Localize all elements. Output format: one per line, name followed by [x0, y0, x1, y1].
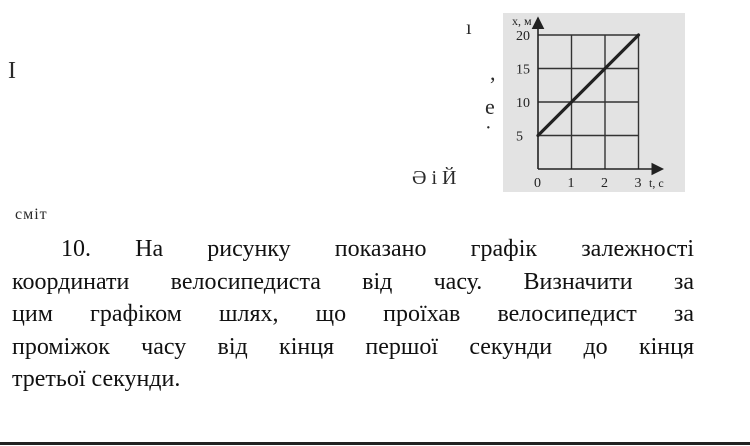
scan-artifact-letter: е [485, 94, 495, 119]
graph-axes [538, 18, 663, 169]
bottom-rule [0, 442, 750, 445]
x-tick-label: 1 [567, 176, 575, 191]
graph-tick-labels [516, 29, 642, 191]
scan-artifact-comma: , [490, 60, 496, 85]
x-tick-label: 0 [534, 176, 541, 191]
position-time-line [538, 35, 639, 136]
problem-line-4: проміжок часу від кінця першої секунди до кінця [12, 333, 694, 360]
scan-artifact-fragment: Ə і Й [412, 167, 457, 189]
y-tick-label: 5 [516, 129, 523, 145]
scan-artifact-mark-top: ı [466, 17, 472, 39]
data-point [571, 101, 573, 103]
x-axis-label: t, с [649, 176, 664, 190]
problem-line-1: 10. На рисунку показано графік залежності [61, 236, 694, 262]
y-tick-label: 20 [516, 29, 530, 44]
problem-text [12, 233, 694, 396]
coordinate-time-graph [503, 13, 685, 192]
y-axis-label: x, м [512, 14, 532, 28]
graph-grid [538, 35, 639, 169]
y-tick-label: 10 [516, 96, 530, 111]
scan-artifact-left-mark: I [8, 58, 16, 84]
graph-svg [503, 13, 685, 192]
data-point [537, 135, 539, 137]
scan-artifact-fragment-2: сміт [15, 206, 48, 223]
graph-series [537, 34, 639, 136]
problem-line-2: координати велосипедиста від часу. Визначити за [12, 268, 694, 295]
x-tick-label: 2 [601, 176, 608, 191]
scan-artifact-dot: · [485, 117, 492, 139]
problem-line-5: третьої секунди. [12, 366, 181, 392]
y-tick-label: 15 [516, 62, 530, 78]
problem-line-3: цим графіком шлях, що проїхав велосипедист за [12, 301, 694, 327]
data-point [604, 68, 606, 70]
x-tick-label: 3 [634, 176, 642, 191]
data-point [638, 34, 640, 36]
